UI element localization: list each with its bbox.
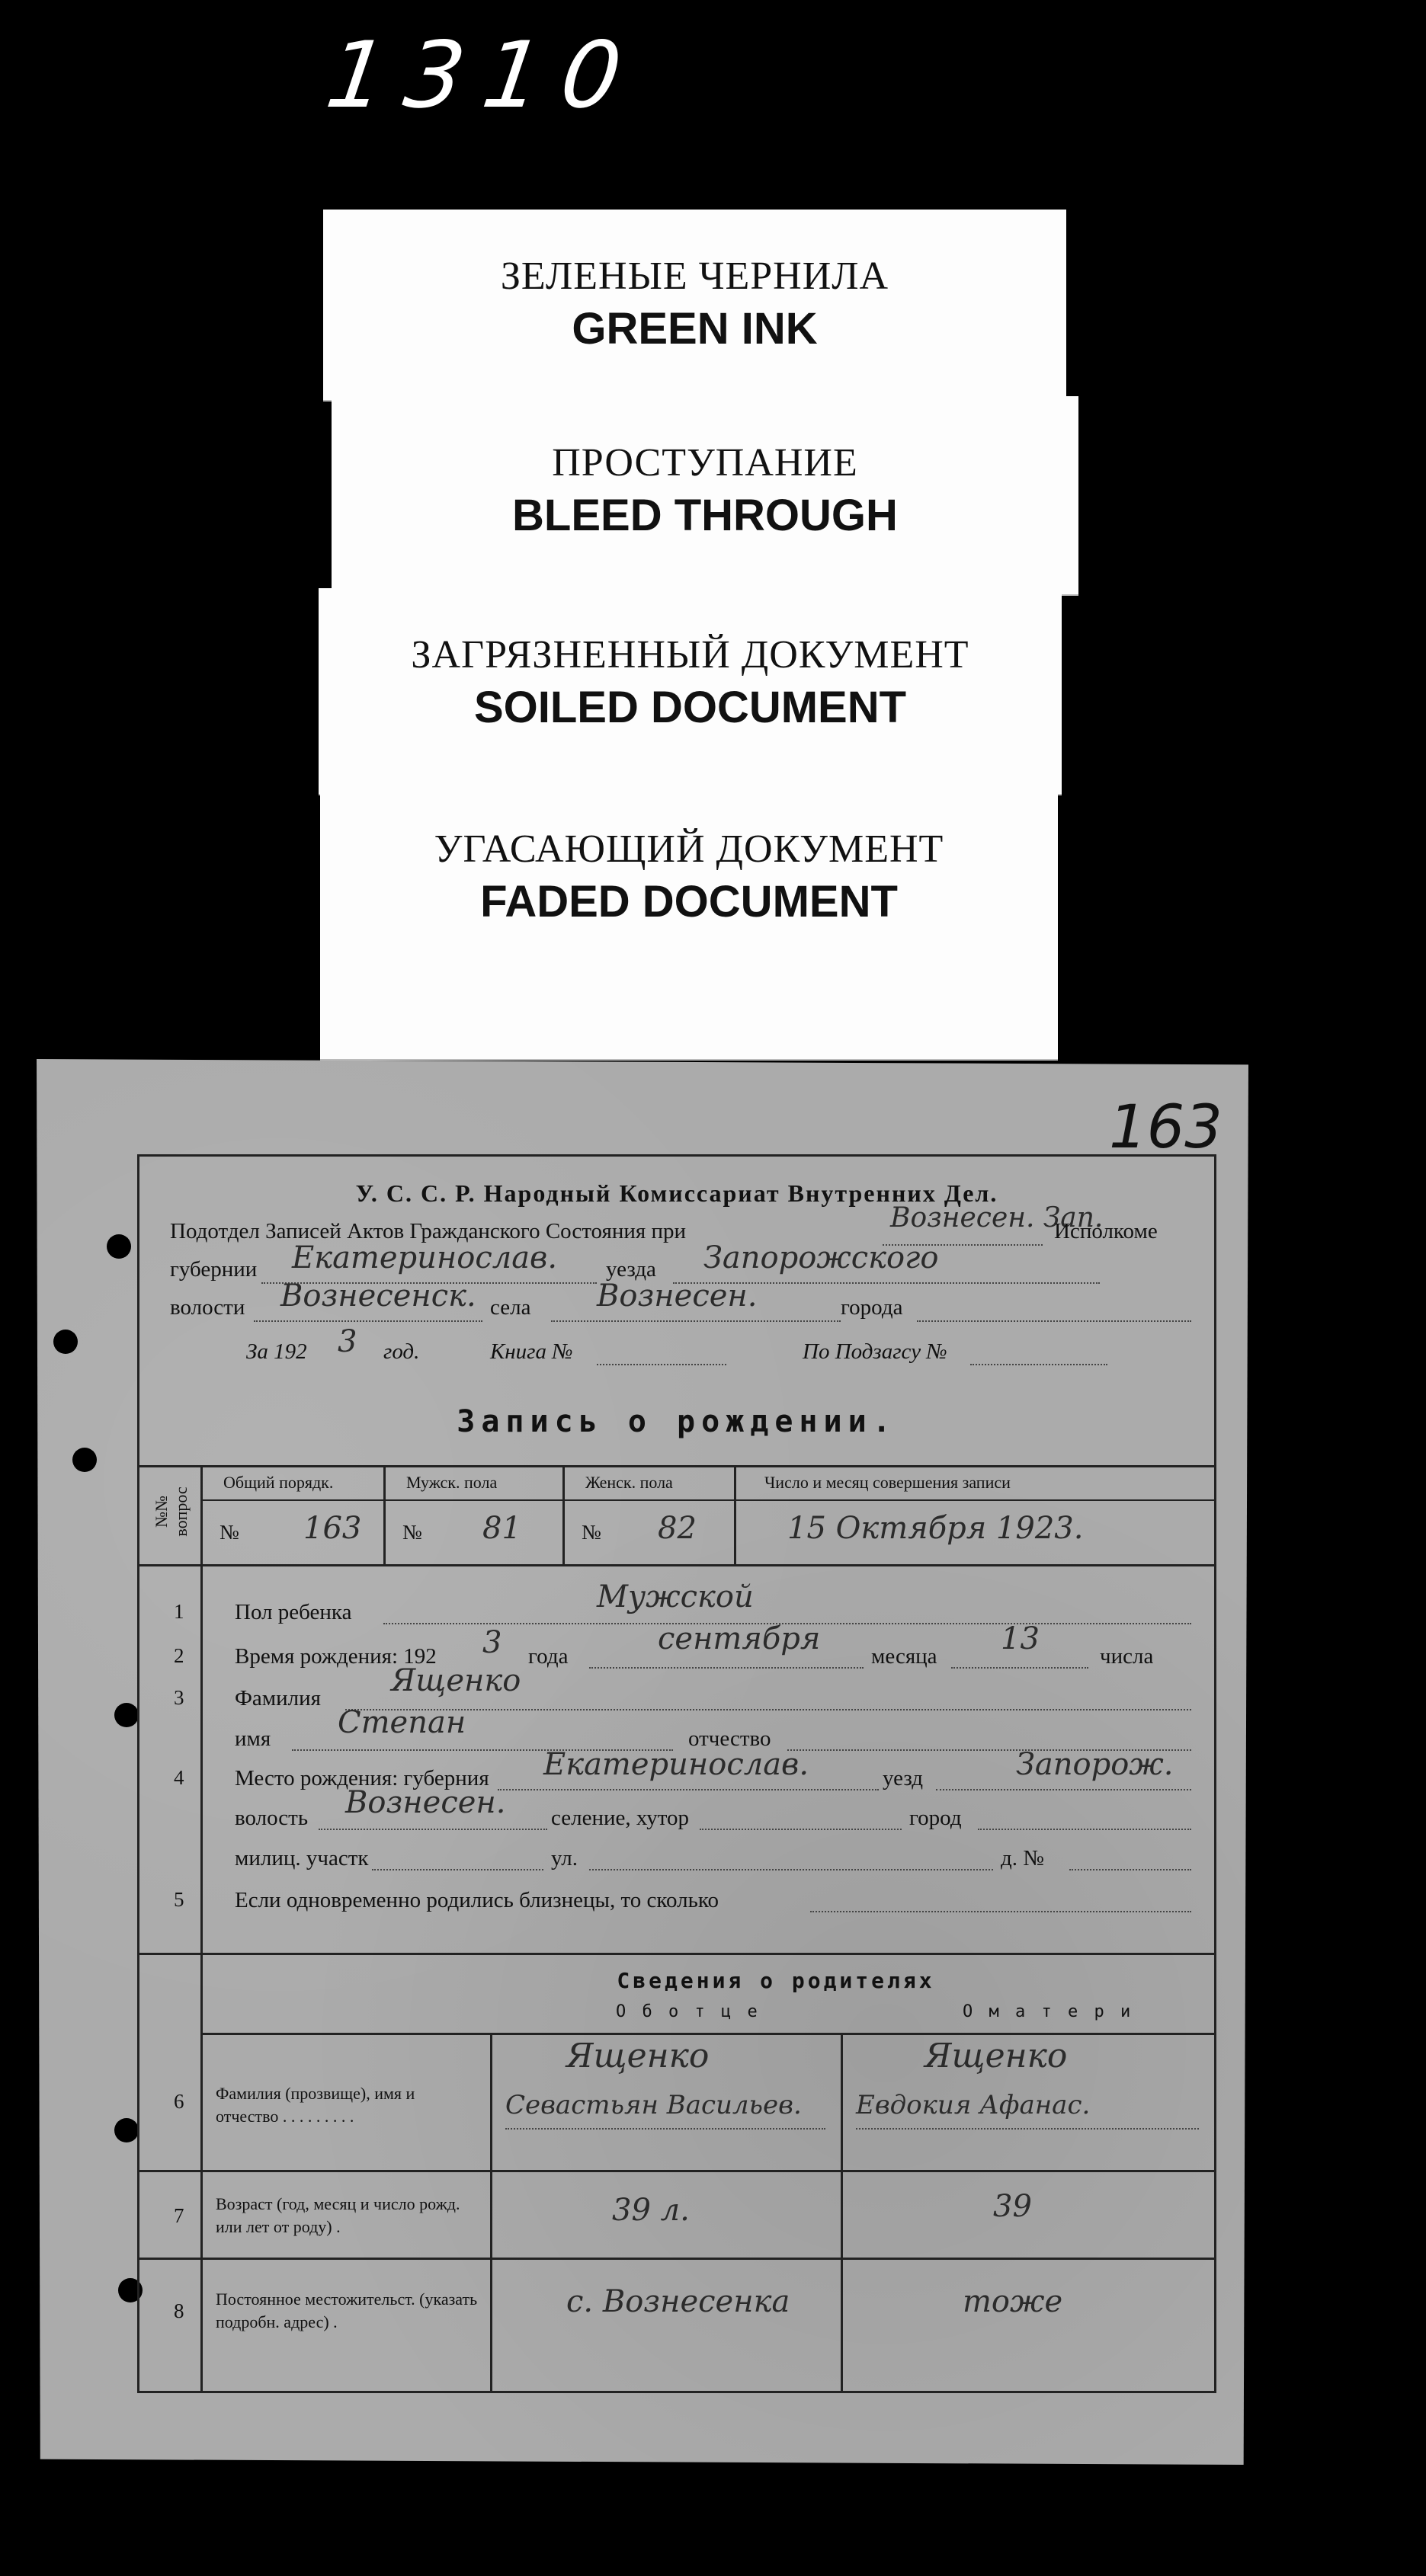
rule: [490, 2033, 492, 2391]
row-number: 1: [174, 1600, 184, 1623]
parents-title: Сведения о родителях: [617, 1968, 935, 1993]
header-title: У. С. С. Р. Народный Комиссариат Внутренних Дел.: [355, 1179, 998, 1207]
fill-line: [498, 1789, 879, 1790]
year-value: 3: [338, 1324, 357, 1359]
street-label: ул.: [551, 1846, 578, 1870]
card-label-en: BLEED THROUGH: [512, 491, 898, 540]
fill-line: [936, 1789, 1191, 1790]
record-date-value: 15 Октября 1923.: [787, 1511, 1084, 1546]
fill-line: [505, 2128, 825, 2130]
male-value: 81: [482, 1511, 521, 1546]
row-number: 2: [174, 1644, 184, 1667]
punch-hole: [72, 1448, 97, 1472]
row-number: 4: [174, 1766, 184, 1789]
selo-value: Вознесен.: [597, 1278, 758, 1314]
rule: [200, 2033, 1214, 2035]
fill-line: [254, 1320, 482, 1322]
target-card-soiled-document: [319, 588, 1062, 795]
punch-hole: [53, 1330, 78, 1354]
birthplace-gorod-label: город: [909, 1806, 962, 1830]
surname-label: Фамилия: [235, 1686, 321, 1710]
volost-label: волости: [170, 1295, 245, 1320]
mesyaca-label: месяца: [871, 1644, 937, 1669]
guberniya-value: Екатеринослав.: [292, 1240, 558, 1275]
card-label-ru: УГАСАЮЩИЙ ДОКУМЕНТ: [434, 827, 944, 871]
fill-line: [970, 1364, 1107, 1365]
row-number: 8: [174, 2299, 184, 2322]
birthplace-volost-value: Вознесен.: [345, 1785, 506, 1820]
uezd-value: Запорожского: [703, 1240, 939, 1275]
ispolkom-label: Исполкоме: [1054, 1219, 1158, 1243]
row-number: 6: [174, 2090, 184, 2113]
uezd-label: уезда: [606, 1257, 656, 1282]
rule: [841, 2033, 843, 2391]
parent-age-label: Возраст (год, месяц и число рожд. или лет от роду) .: [216, 2194, 460, 2236]
volost-value: Вознесенск.: [280, 1278, 476, 1314]
fill-line: [589, 1667, 864, 1669]
father-age-value: 39 л.: [612, 2193, 690, 2228]
surname-value: Ященко: [391, 1663, 521, 1698]
film-number: 1310: [320, 23, 648, 129]
father-name-value: Севастьян Васильев.: [505, 2090, 802, 2120]
rule: [139, 1953, 1214, 1955]
mother-surname-value: Ященко: [924, 2037, 1068, 2075]
fill-line: [589, 1869, 993, 1870]
rule: [139, 2170, 1214, 2172]
punch-hole: [114, 2118, 139, 2142]
section-title: Запись о рождении.: [457, 1404, 897, 1439]
parent-address-label: Постоянное местожительст. (указать подробн. адрес) .: [216, 2290, 478, 2331]
fill-line: [597, 1364, 726, 1365]
fill-line: [1069, 1869, 1191, 1870]
chisla-label: числа: [1100, 1644, 1154, 1669]
fill-line: [345, 1709, 1191, 1710]
female-value: 82: [658, 1511, 697, 1546]
birthplace-volost-label: волость: [235, 1806, 309, 1830]
card-label-ru: ЗАГРЯЗНЕННЫЙ ДОКУМЕНТ: [411, 633, 969, 677]
male-header: Мужск. пола: [406, 1473, 498, 1492]
mother-column-header: О м а т е р и: [963, 2002, 1134, 2021]
selo-label: села: [490, 1295, 531, 1320]
row-number: 7: [174, 2204, 184, 2227]
target-card-green-ink: [323, 210, 1066, 402]
year-prefix: За 192: [246, 1339, 307, 1364]
fill-line: [917, 1320, 1191, 1322]
general-order-header: Общий порядк.: [223, 1473, 334, 1492]
birthplace-label: Место рождения: губерния: [235, 1766, 489, 1790]
house-label: д. №: [1001, 1846, 1044, 1870]
birth-time-label: Время рождения: 192: [235, 1644, 437, 1669]
mother-age-value: 39: [993, 2189, 1032, 2224]
rule: [562, 1465, 565, 1564]
rule: [139, 2258, 1214, 2260]
twins-label: Если одновременно родились близнецы, то сколько: [235, 1888, 719, 1912]
fill-line: [978, 1829, 1191, 1830]
fill-line: [856, 2128, 1199, 2130]
rule: [383, 1465, 386, 1564]
card-label-ru: ПРОСТУПАНИЕ: [552, 441, 858, 485]
general-order-value: 163: [303, 1511, 362, 1546]
child-sex-label: Пол ребенка: [235, 1600, 352, 1624]
birthplace-guberniya-value: Екатеринослав.: [543, 1747, 809, 1782]
rule: [139, 1465, 1214, 1467]
punch-hole: [114, 1703, 139, 1727]
card-label-ru: ЗЕЛЕНЫЕ ЧЕРНИЛА: [500, 254, 889, 298]
rule: [200, 1499, 1214, 1501]
father-column-header: О б о т ц е: [616, 2002, 761, 2021]
row-number: 5: [174, 1888, 184, 1911]
punch-hole: [107, 1234, 131, 1259]
book-label: Книга №: [490, 1339, 573, 1364]
birth-record-form: [137, 1154, 1216, 2393]
year-suffix: год.: [383, 1339, 420, 1364]
milic-label: милиц. участк: [235, 1846, 369, 1870]
podzags-label: По Подзагсу №: [803, 1339, 947, 1364]
no-sign: №: [402, 1521, 422, 1544]
fill-line: [551, 1320, 841, 1322]
question-no-header: №№ вопрос: [152, 1486, 191, 1537]
fill-line: [810, 1911, 1191, 1912]
birth-year-value: 3: [482, 1625, 502, 1660]
birth-day-value: 13: [1001, 1621, 1040, 1656]
guberniya-label: губернии: [170, 1257, 258, 1282]
subdept-label: Подотдел Записей Актов Гражданского Состояния при: [170, 1219, 687, 1243]
date-header: Число и месяц совершения записи: [764, 1473, 1011, 1492]
goda-label: года: [528, 1644, 569, 1669]
fill-line: [319, 1829, 547, 1830]
name-value: Степан: [338, 1705, 466, 1740]
page-number-stamp: 163: [1109, 1093, 1223, 1162]
subdept-value: Вознесен. Зап.: [890, 1202, 1104, 1234]
name-label: имя: [235, 1726, 271, 1751]
child-sex-value: Мужской: [597, 1579, 754, 1614]
parent-name-label: Фамилия (прозвище), имя и отчество . . . . . . . . .: [216, 2084, 415, 2126]
birth-month-value: сентября: [658, 1621, 821, 1656]
fill-line: [372, 1869, 543, 1870]
mother-name-value: Евдокия Афанас.: [856, 2090, 1091, 2120]
mother-address-value: тоже: [963, 2284, 1063, 2319]
birthplace-uezd-label: уезд: [883, 1766, 924, 1790]
birthplace-uezd-value: Запорож.: [1016, 1747, 1174, 1782]
no-sign: №: [582, 1521, 601, 1544]
target-card-bleed-through: [332, 396, 1078, 596]
no-sign: №: [220, 1521, 239, 1544]
row-number: 3: [174, 1686, 184, 1709]
card-label-en: GREEN INK: [572, 304, 818, 354]
card-label-en: SOILED DOCUMENT: [473, 683, 907, 732]
rule: [139, 1564, 1214, 1566]
fill-line: [951, 1667, 1088, 1669]
father-address-value: с. Вознесенка: [566, 2284, 790, 2319]
female-header: Женск. пола: [585, 1473, 673, 1492]
selenie-label: селение, хутор: [551, 1806, 690, 1830]
father-surname-value: Ященко: [566, 2037, 710, 2075]
rule: [734, 1465, 736, 1564]
rule: [200, 1465, 203, 2391]
target-card-faded-document: [320, 789, 1058, 1061]
fill-line: [700, 1829, 902, 1830]
card-label-en: FADED DOCUMENT: [480, 877, 898, 926]
patronymic-label: отчество: [688, 1726, 771, 1751]
gorod-label: города: [841, 1295, 903, 1320]
